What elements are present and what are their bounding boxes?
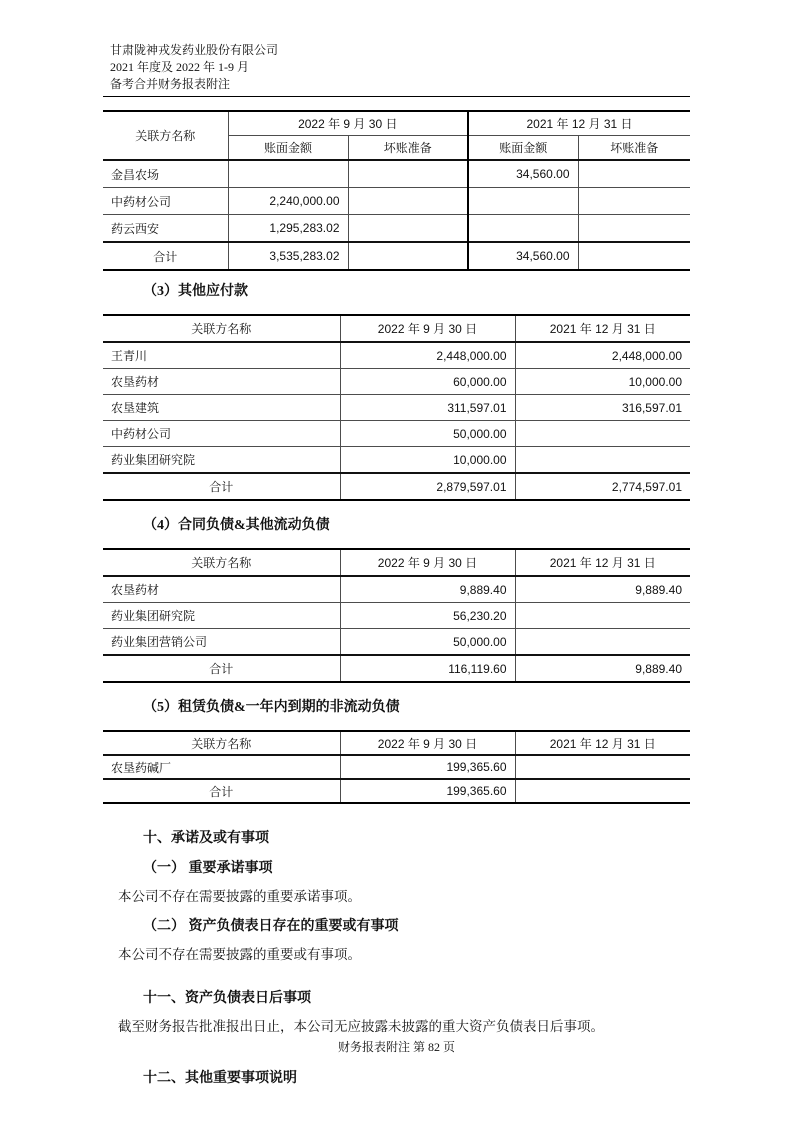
total-amount-2022: 199,365.60 bbox=[340, 779, 515, 803]
column-header-related-party: 关联方名称 bbox=[103, 111, 228, 160]
column-header-bad-debt-2022: 坏账准备 bbox=[348, 136, 468, 161]
book-amount-2021 bbox=[468, 188, 578, 215]
table-row bbox=[103, 160, 690, 188]
amount-2021 bbox=[515, 421, 690, 447]
total-amount-2021: 2,774,597.01 bbox=[515, 473, 690, 500]
book-amount-2022: 2,240,000.00 bbox=[228, 188, 348, 215]
total-label: 合计 bbox=[103, 655, 340, 682]
total-amount-2021: 9,889.40 bbox=[515, 655, 690, 682]
section-heading-other-payables: （3）其他应付款 bbox=[143, 284, 248, 299]
table-row bbox=[103, 603, 690, 629]
table-row bbox=[103, 629, 690, 656]
document-header bbox=[103, 42, 690, 93]
related-party-name: 药业集团研究院 bbox=[103, 447, 340, 474]
amount-2021: 10,000.00 bbox=[515, 369, 690, 395]
report-title: 备考合并财务报表附注 bbox=[110, 77, 231, 91]
report-period: 2021 年度及 2022 年 1-9 月 bbox=[110, 60, 249, 74]
amount-2022: 60,000.00 bbox=[340, 369, 515, 395]
total-book-amount-2021: 34,560.00 bbox=[468, 242, 578, 270]
related-party-name: 王青川 bbox=[103, 342, 340, 369]
amount-2021: 9,889.40 bbox=[515, 576, 690, 603]
table-total-row bbox=[103, 655, 690, 682]
heading-important-commitments: （一） 重要承诺事项 bbox=[143, 861, 273, 876]
amount-2021 bbox=[515, 447, 690, 474]
bad-debt-2021 bbox=[578, 160, 690, 188]
amount-2021: 316,597.01 bbox=[515, 395, 690, 421]
bad-debt-2022 bbox=[348, 160, 468, 188]
table-row bbox=[103, 421, 690, 447]
total-label: 合计 bbox=[103, 779, 340, 803]
amount-2022: 56,230.20 bbox=[340, 603, 515, 629]
paragraph-no-commitments: 本公司不存在需要披露的重要承诺事项。 bbox=[118, 889, 361, 904]
heading-other-important-matters: 十二、其他重要事项说明 bbox=[143, 1071, 297, 1086]
total-label: 合计 bbox=[103, 473, 340, 500]
column-header-book-amount-2022: 账面金额 bbox=[228, 136, 348, 161]
related-party-name: 农垦药碱厂 bbox=[103, 755, 340, 779]
related-party-name: 药业集团研究院 bbox=[103, 603, 340, 629]
related-party-name: 药业集团营销公司 bbox=[103, 629, 340, 656]
amount-2022: 50,000.00 bbox=[340, 421, 515, 447]
table-total-row bbox=[103, 473, 690, 500]
column-header-date-2022: 2022 年 9 月 30 日 bbox=[340, 549, 515, 576]
header-rule bbox=[103, 96, 690, 97]
total-amount-2021 bbox=[515, 779, 690, 803]
column-header-related-party: 关联方名称 bbox=[103, 731, 340, 755]
table-row bbox=[103, 188, 690, 215]
book-amount-2022 bbox=[228, 160, 348, 188]
related-party-name: 金昌农场 bbox=[103, 160, 228, 188]
company-name: 甘肃陇神戎发药业股份有限公司 bbox=[110, 43, 279, 57]
total-amount-2022: 2,879,597.01 bbox=[340, 473, 515, 500]
table-header-row bbox=[103, 549, 690, 576]
related-party-name: 农垦药材 bbox=[103, 576, 340, 603]
total-bad-debt-2022 bbox=[348, 242, 468, 270]
table-row bbox=[103, 215, 690, 243]
related-party-name: 农垦药材 bbox=[103, 369, 340, 395]
table-row bbox=[103, 342, 690, 369]
column-header-date-2021: 2021 年 12 月 31 日 bbox=[468, 111, 690, 136]
total-bad-debt-2021 bbox=[578, 242, 690, 270]
amount-2021 bbox=[515, 603, 690, 629]
related-party-name: 中药材公司 bbox=[103, 421, 340, 447]
column-header-date-2021: 2021 年 12 月 31 日 bbox=[515, 731, 690, 755]
amount-2021 bbox=[515, 755, 690, 779]
column-header-date-2022: 2022 年 9 月 30 日 bbox=[340, 315, 515, 342]
bad-debt-2021 bbox=[578, 215, 690, 243]
bad-debt-2022 bbox=[348, 215, 468, 243]
book-amount-2021 bbox=[468, 215, 578, 243]
section-heading-lease-liabilities: （5）租赁负债&一年内到期的非流动负债 bbox=[143, 700, 400, 715]
table-header-row-dates bbox=[103, 111, 690, 136]
heading-commitments-contingencies: 十、承诺及或有事项 bbox=[143, 831, 269, 846]
amount-2021: 2,448,000.00 bbox=[515, 342, 690, 369]
related-party-name: 中药材公司 bbox=[103, 188, 228, 215]
total-label: 合计 bbox=[103, 242, 228, 270]
amount-2022: 50,000.00 bbox=[340, 629, 515, 656]
table-row bbox=[103, 395, 690, 421]
contract-liabilities-table bbox=[103, 548, 690, 683]
lease-liabilities-table bbox=[103, 730, 690, 804]
column-header-date-2022: 2022 年 9 月 30 日 bbox=[228, 111, 468, 136]
total-amount-2022: 116,119.60 bbox=[340, 655, 515, 682]
bad-debt-2021 bbox=[578, 188, 690, 215]
column-header-date-2022: 2022 年 9 月 30 日 bbox=[340, 731, 515, 755]
column-header-date-2021: 2021 年 12 月 31 日 bbox=[515, 315, 690, 342]
table-total-row bbox=[103, 242, 690, 270]
related-party-name: 农垦建筑 bbox=[103, 395, 340, 421]
footer-page-number: 财务报表附注 第 82 页 bbox=[337, 1040, 455, 1054]
table-row bbox=[103, 576, 690, 603]
section-heading-contract-liabilities: （4）合同负债&其他流动负债 bbox=[143, 518, 330, 533]
paragraph-post-balance-sheet-events: 截至财务报告批准报出日止，本公司无应披露未披露的重大资产负债表日后事项。 bbox=[118, 1019, 604, 1034]
table-header-row bbox=[103, 315, 690, 342]
heading-contingencies-balance-sheet-date: （二） 资产负债表日存在的重要或有事项 bbox=[143, 919, 399, 934]
column-header-related-party: 关联方名称 bbox=[103, 315, 340, 342]
amount-2022: 10,000.00 bbox=[340, 447, 515, 474]
related-party-balances-table bbox=[103, 110, 690, 271]
table-row bbox=[103, 755, 690, 779]
total-book-amount-2022: 3,535,283.02 bbox=[228, 242, 348, 270]
heading-post-balance-sheet-events: 十一、资产负债表日后事项 bbox=[143, 991, 311, 1006]
table-row bbox=[103, 447, 690, 474]
table-header-row bbox=[103, 731, 690, 755]
other-payables-table bbox=[103, 314, 690, 501]
column-header-bad-debt-2021: 坏账准备 bbox=[578, 136, 690, 161]
table-row bbox=[103, 369, 690, 395]
amount-2022: 311,597.01 bbox=[340, 395, 515, 421]
column-header-book-amount-2021: 账面金额 bbox=[468, 136, 578, 161]
amount-2022: 199,365.60 bbox=[340, 755, 515, 779]
amount-2021 bbox=[515, 629, 690, 656]
amount-2022: 2,448,000.00 bbox=[340, 342, 515, 369]
table-total-row bbox=[103, 779, 690, 803]
bad-debt-2022 bbox=[348, 188, 468, 215]
amount-2022: 9,889.40 bbox=[340, 576, 515, 603]
column-header-related-party: 关联方名称 bbox=[103, 549, 340, 576]
column-header-date-2021: 2021 年 12 月 31 日 bbox=[515, 549, 690, 576]
book-amount-2022: 1,295,283.02 bbox=[228, 215, 348, 243]
related-party-name: 药云西安 bbox=[103, 215, 228, 243]
paragraph-no-contingencies: 本公司不存在需要披露的重要或有事项。 bbox=[118, 947, 361, 962]
book-amount-2021: 34,560.00 bbox=[468, 160, 578, 188]
